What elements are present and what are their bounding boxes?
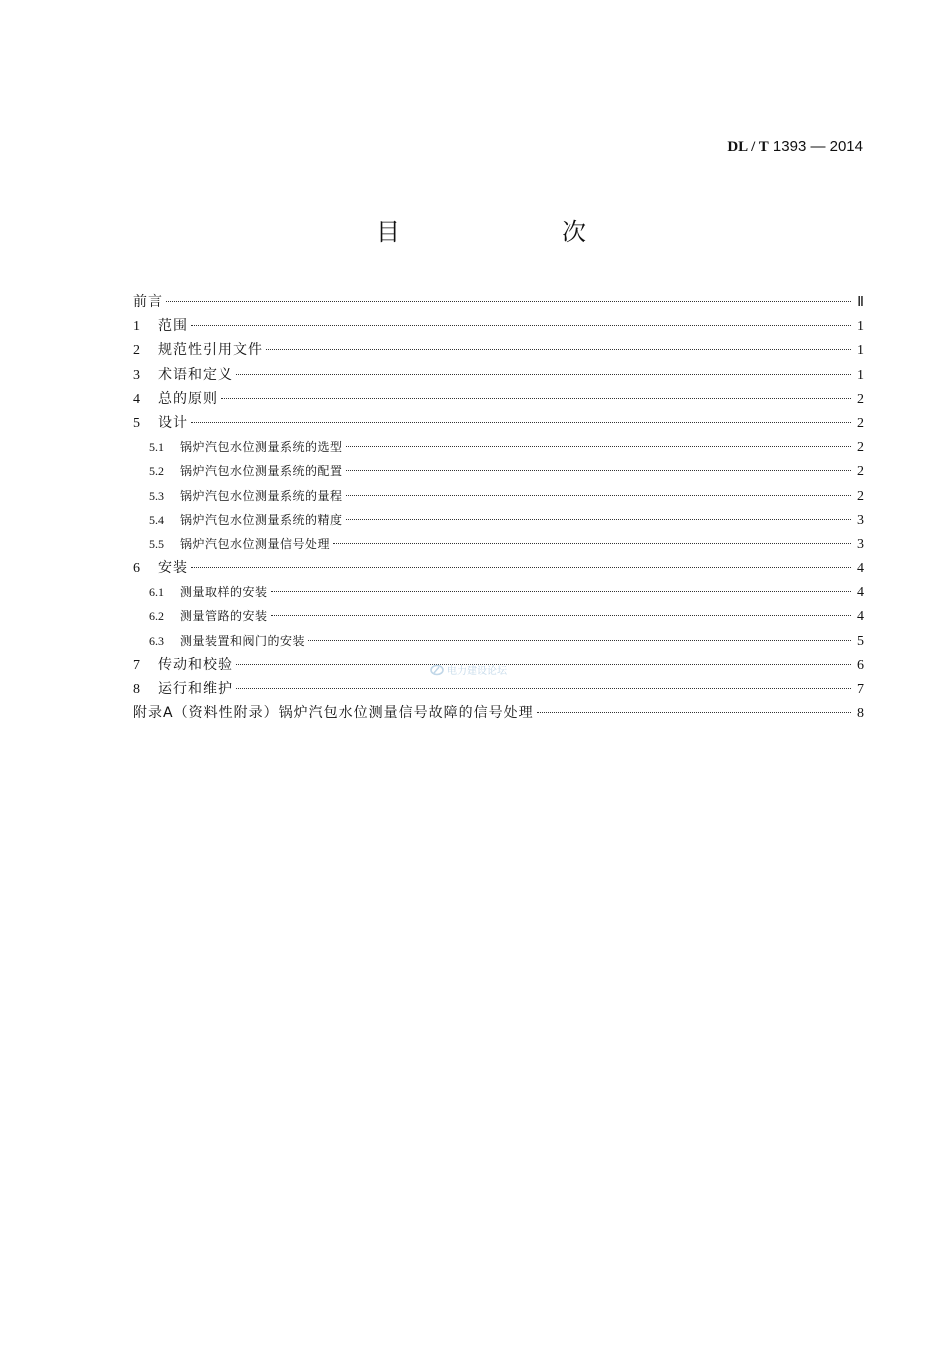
toc-dot-leader bbox=[166, 301, 851, 302]
toc-entry-page: 4 bbox=[857, 561, 864, 577]
toc-dot-leader bbox=[346, 470, 851, 471]
toc-entry-title: 锅炉汽包水位测量系统的量程 bbox=[180, 488, 343, 503]
toc-entry-title: 锅炉汽包水位测量信号处理 bbox=[180, 536, 331, 551]
toc-entry-page: 1 bbox=[857, 367, 864, 383]
toc-entry-number: 1 bbox=[133, 319, 140, 335]
toc-entry-page: 2 bbox=[857, 488, 864, 504]
toc-entry-title: 锅炉汽包水位测量系统的选型 bbox=[180, 440, 343, 455]
toc-entry-title: 传动和校验 bbox=[158, 656, 233, 673]
watermark-logo-icon bbox=[430, 664, 444, 676]
toc-entry-title: 设计 bbox=[158, 414, 188, 431]
watermark bbox=[430, 662, 507, 677]
toc-entry-number: 5.5 bbox=[149, 536, 164, 551]
toc-entry[interactable] bbox=[133, 459, 864, 483]
toc-dot-leader bbox=[308, 640, 851, 641]
toc-entry[interactable] bbox=[133, 508, 864, 532]
toc-entry[interactable] bbox=[133, 556, 864, 580]
toc-entry-number: 3 bbox=[133, 367, 140, 383]
toc-entry-number: 5.2 bbox=[149, 464, 164, 479]
toc-entry-number: 5.3 bbox=[149, 488, 164, 503]
toc-entry-page: 8 bbox=[857, 706, 864, 722]
toc-entry-page: 2 bbox=[857, 391, 864, 407]
toc-dot-leader bbox=[236, 664, 851, 665]
toc-dot-leader bbox=[271, 591, 851, 592]
toc-dot-leader bbox=[191, 422, 851, 423]
toc-entry[interactable] bbox=[133, 484, 864, 508]
toc-entry[interactable] bbox=[133, 290, 864, 314]
toc-entry[interactable] bbox=[133, 435, 864, 459]
toc-entry-page: 2 bbox=[857, 440, 864, 456]
toc-dot-leader bbox=[346, 495, 851, 496]
toc-dot-leader bbox=[236, 688, 851, 689]
toc-entry-page: 2 bbox=[857, 464, 864, 480]
watermark-text: 电力建设论坛 bbox=[447, 666, 507, 677]
toc-entry-title: 规范性引用文件 bbox=[158, 342, 263, 359]
toc-dot-leader bbox=[191, 567, 851, 568]
toc-entry-title: 术语和定义 bbox=[158, 366, 233, 383]
toc-entry[interactable] bbox=[133, 604, 864, 628]
toc-entry[interactable] bbox=[133, 580, 864, 604]
toc-entry-page: 5 bbox=[857, 633, 864, 649]
toc-dot-leader bbox=[221, 398, 851, 399]
toc-entry[interactable] bbox=[133, 629, 864, 653]
toc-entry-title: 运行和维护 bbox=[158, 681, 233, 697]
toc-entry-page: 7 bbox=[857, 682, 864, 697]
toc-entry-page: 3 bbox=[857, 512, 864, 528]
toc-entry-page: 3 bbox=[857, 536, 864, 552]
toc-entry[interactable] bbox=[133, 532, 864, 556]
toc-dot-leader bbox=[266, 349, 851, 350]
toc-entry-title: 测量装置和阀门的安装 bbox=[180, 633, 306, 648]
toc-entry-number: 5.1 bbox=[149, 440, 164, 455]
toc-entry-title: 测量管路的安装 bbox=[180, 609, 268, 624]
toc-entry-page: 2 bbox=[857, 415, 864, 431]
toc-entry-title: 范围 bbox=[158, 318, 188, 335]
toc-entry-number: 5 bbox=[133, 415, 140, 431]
toc-entry-title: 锅炉汽包水位测量系统的精度 bbox=[180, 512, 343, 527]
toc-entry-page: Ⅱ bbox=[857, 295, 864, 310]
toc-entry-title: 总的原则 bbox=[158, 390, 218, 407]
toc-dot-leader bbox=[346, 446, 851, 447]
toc-entry-page: 4 bbox=[857, 585, 864, 601]
toc-title: 目 次 bbox=[376, 218, 624, 246]
toc-entry-title: 附录A（资料性附录）锅炉汽包水位测量信号故障的信号处理 bbox=[133, 705, 534, 722]
toc-entry[interactable] bbox=[133, 338, 864, 362]
document-code-prefix: DL / T bbox=[727, 139, 769, 155]
toc-entry-number: 7 bbox=[133, 657, 140, 673]
toc-entry[interactable] bbox=[133, 701, 864, 725]
toc-entry-number: 6 bbox=[133, 561, 140, 577]
toc-entry[interactable] bbox=[133, 411, 864, 435]
toc-dot-leader bbox=[271, 615, 851, 616]
toc-dot-leader bbox=[346, 519, 851, 520]
toc-entry-number: 8 bbox=[133, 682, 140, 697]
toc-entry[interactable] bbox=[133, 387, 864, 411]
toc-entry-number: 6.3 bbox=[149, 633, 164, 648]
document-code-number: 1393 — 2014 bbox=[768, 138, 863, 155]
toc-dot-leader bbox=[191, 325, 851, 326]
toc-entry-page: 4 bbox=[857, 609, 864, 625]
toc-entry-title: 锅炉汽包水位测量系统的配置 bbox=[180, 464, 343, 479]
toc-entry-page: 1 bbox=[857, 319, 864, 335]
toc-dot-leader bbox=[236, 374, 851, 375]
toc-entry-number: 5.4 bbox=[149, 512, 164, 527]
toc-dot-leader bbox=[333, 543, 851, 544]
toc-entry-page: 1 bbox=[857, 343, 864, 359]
toc-entry[interactable] bbox=[133, 677, 864, 701]
toc-entry-title: 安装 bbox=[158, 560, 188, 577]
toc-entry-number: 2 bbox=[133, 343, 140, 359]
toc-entry-number: 6.1 bbox=[149, 585, 164, 600]
toc-entry-number: 6.2 bbox=[149, 609, 164, 624]
toc-entry[interactable] bbox=[133, 314, 864, 338]
toc-entry-page: 6 bbox=[857, 657, 864, 673]
toc-entry-number: 4 bbox=[133, 391, 140, 407]
toc-entry-title: 前言 bbox=[133, 294, 163, 310]
toc-entry-title: 测量取样的安装 bbox=[180, 585, 268, 600]
document-code bbox=[727, 138, 863, 156]
table-of-contents bbox=[133, 290, 864, 725]
toc-entry[interactable] bbox=[133, 363, 864, 387]
toc-dot-leader bbox=[537, 712, 851, 713]
